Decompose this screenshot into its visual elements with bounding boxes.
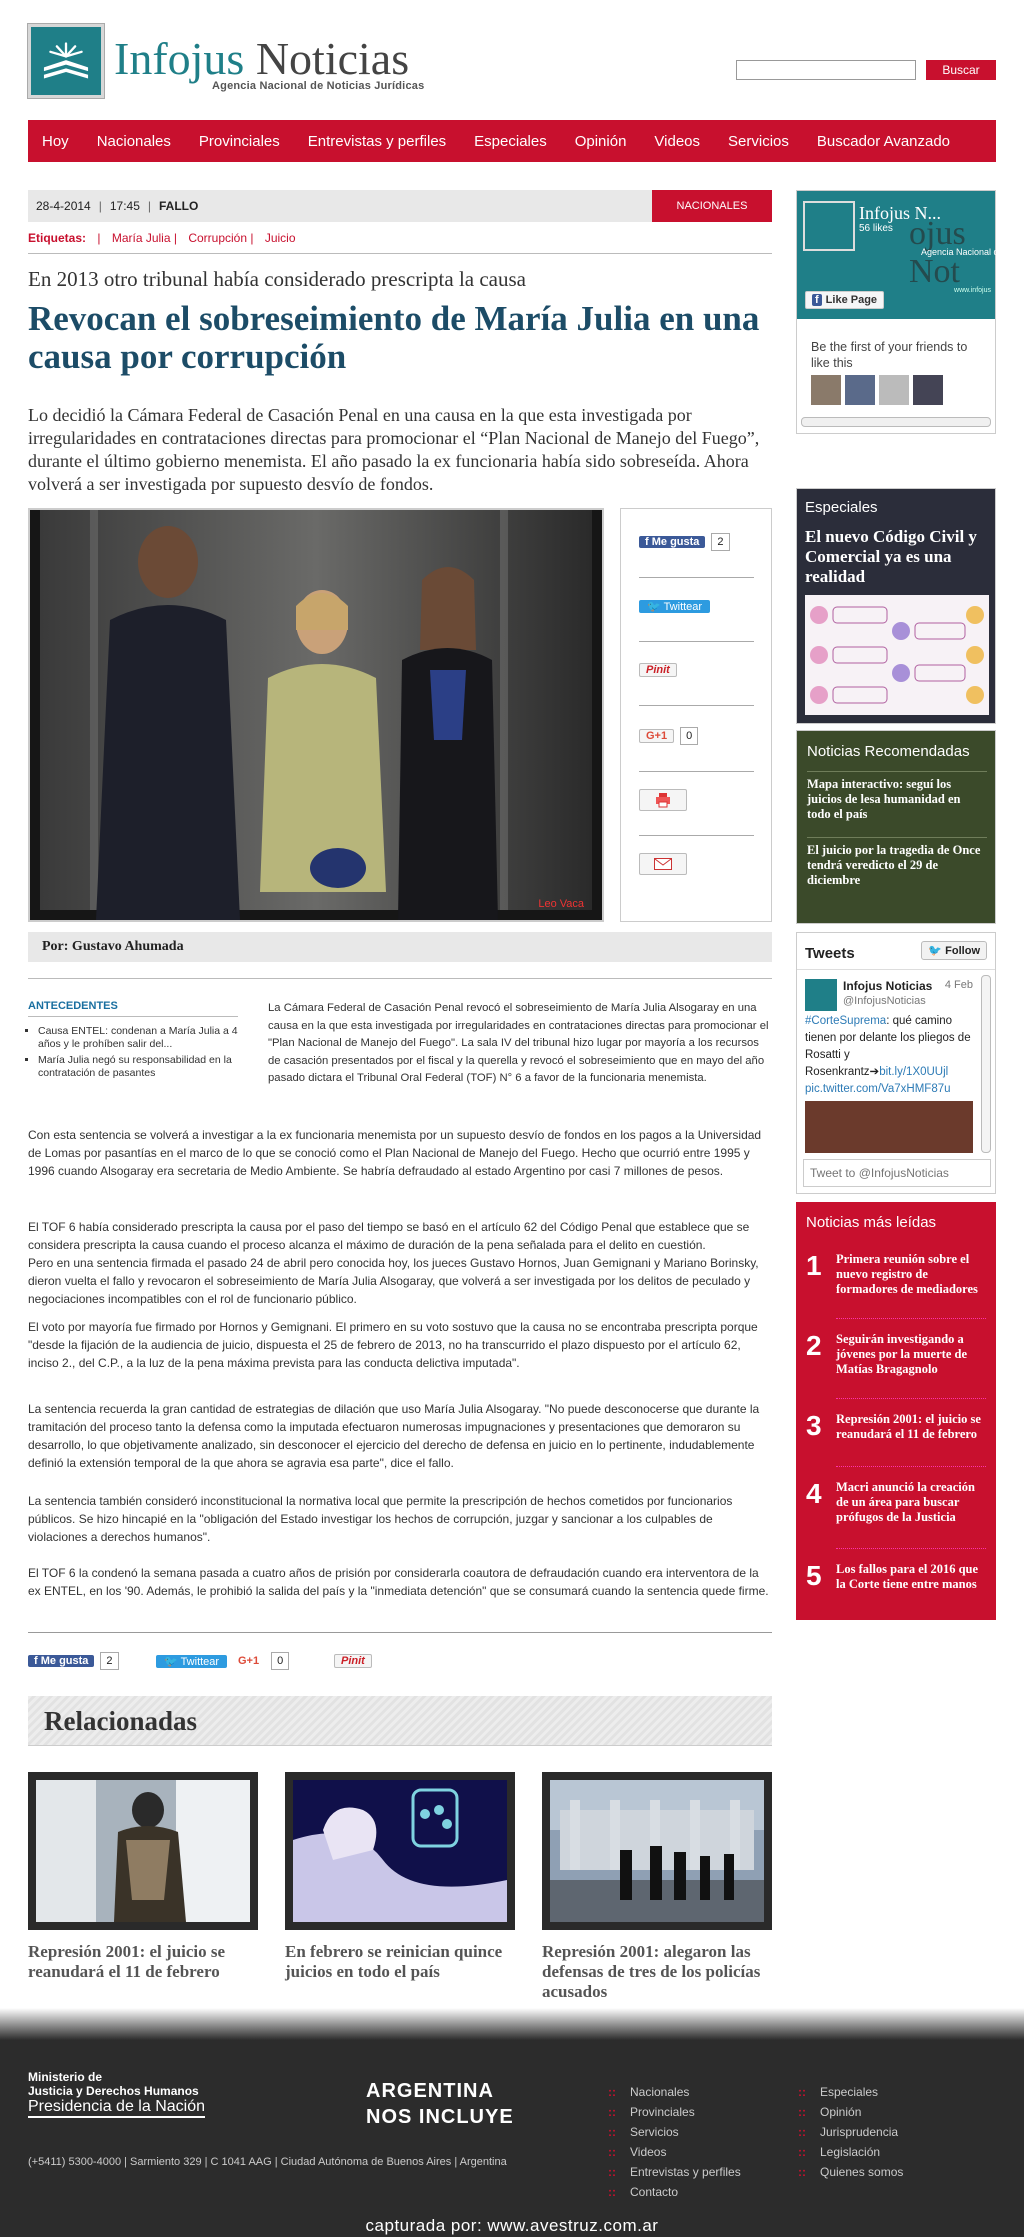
twitter-share-label: Twittear: [663, 600, 703, 613]
tweet-pic-link[interactable]: pic.twitter.com/Va7xHMF87u: [805, 1083, 951, 1095]
envelope-icon: [654, 858, 672, 870]
facebook-like-button[interactable]: [28, 1655, 94, 1667]
related-card[interactable]: [28, 1772, 258, 1982]
antecedente-link[interactable]: ▪ Causa ENTEL: condenan a María Julia a 4 años y le prohíben salir del...: [38, 1025, 238, 1051]
divider: [836, 1548, 986, 1549]
footer-link[interactable]: :: Entrevistas y perfiles: [608, 2162, 741, 2182]
especiales-header[interactable]: Especiales: [805, 499, 878, 516]
search-input[interactable]: [736, 60, 916, 80]
article-meta-bar: [28, 190, 772, 222]
email-button[interactable]: [639, 853, 687, 875]
facebook-like-page-button[interactable]: [805, 291, 884, 309]
recommended-header: Noticias Recomendadas: [807, 743, 970, 760]
site-header: [0, 0, 1024, 110]
antecedentes-box: [28, 1000, 238, 1083]
recommended-link[interactable]: El juicio por la tragedia de Once tendrá veredicto el 29 de diciembre: [807, 843, 981, 887]
tags-label: Etiquetas:: [28, 231, 87, 245]
divider: [836, 1318, 986, 1319]
capture-credit: capturada por: www.avestruz.com.ar: [365, 2216, 659, 2235]
article-paragraph: El TOF 6 había considerado prescripta la causa por el paso del tiempo se basó en el artículo 62 del Código Penal que establece que se considera prescripta la causa cuando el proceso alcanza el máximo de duración de la pena señalada para el delito en cuestión.: [28, 1220, 750, 1252]
print-widget: [639, 791, 687, 809]
divider: [28, 253, 772, 254]
tweet-image[interactable]: [805, 1101, 973, 1153]
pinterest-widget: [639, 661, 677, 679]
antecedentes-list: [28, 1025, 238, 1080]
facebook-friends-text: Be the first of your friends to like this: [811, 340, 968, 370]
divider: [639, 641, 754, 642]
printer-icon: [655, 793, 671, 807]
googleplus-button[interactable]: G+1: [238, 1655, 260, 1667]
googleplus-count: 0: [680, 727, 698, 745]
friend-avatar[interactable]: [879, 375, 909, 405]
nav-item-servicios[interactable]: Servicios: [728, 132, 789, 150]
argentina-line: ARGENTINA: [366, 2080, 494, 2102]
divider: [639, 771, 754, 772]
footer-link[interactable]: :: Legislación: [798, 2142, 903, 2162]
footer-link[interactable]: :: Jurisprudencia: [798, 2122, 903, 2142]
facebook-icon: f: [645, 536, 652, 548]
googleplus-button[interactable]: G+1: [639, 729, 674, 743]
friend-avatar[interactable]: [811, 375, 841, 405]
bottom-share-bar: [28, 1652, 772, 1672]
divider: [807, 771, 987, 772]
tag-link[interactable]: Corrupción: [188, 231, 248, 245]
article-date: 28-4-2014: [36, 199, 91, 213]
section-badge[interactable]: NACIONALES: [652, 190, 772, 222]
like-page-label: Like Page: [825, 294, 878, 306]
facebook-page-likes: 56 likes: [859, 223, 893, 234]
most-read-link[interactable]: Macri anunció la creación de un área para buscar prófugos de la Justicia: [836, 1480, 975, 1524]
logo-word-infojus: Infojus: [114, 33, 245, 84]
footer-link[interactable]: :: Servicios: [608, 2122, 741, 2142]
antecedentes-title: ANTECEDENTES: [28, 1000, 238, 1017]
article-tags: [28, 231, 296, 245]
twitter-share-button[interactable]: [639, 600, 710, 613]
photo-credit: Leo Vaca: [538, 898, 584, 910]
twitter-share-label: Twittear: [180, 1655, 220, 1668]
divider: [639, 577, 754, 578]
follow-label: Follow: [945, 945, 980, 957]
related-title: Relacionadas: [44, 1706, 198, 1736]
footer-links-col1: [608, 2082, 741, 2202]
vertical-scrollbar[interactable]: [981, 975, 991, 1153]
footer-link[interactable]: :: Nacionales: [608, 2082, 741, 2102]
nos-incluye-line: NOS INCLUYE: [366, 2106, 514, 2128]
nav-item-especiales[interactable]: Especiales: [474, 132, 547, 150]
divider: [797, 969, 995, 970]
footer-link[interactable]: :: Especiales: [798, 2082, 903, 2102]
footer-contact: (+5411) 5300-4000 | Sarmiento 329 | C 1041 AAG | Ciudad Autónoma de Buenos Aires | Argentina: [28, 2156, 507, 2168]
related-image[interactable]: [285, 1772, 515, 1930]
recommended-link[interactable]: Mapa interactivo: seguí los juicios de lesa humanidad en todo el país: [807, 777, 961, 821]
facebook-like-widget: [639, 533, 730, 551]
rank-number: 4: [806, 1478, 822, 1509]
divider: [836, 1398, 986, 1399]
related-image[interactable]: [28, 1772, 258, 1930]
presidency-line: Presidencia de la Nación: [28, 2100, 205, 2118]
facebook-page-logo-icon: [803, 201, 855, 251]
tweet-avatar[interactable]: [805, 979, 837, 1011]
nav-item-hoy[interactable]: Hoy: [42, 132, 69, 150]
logo-word-noticias: Noticias: [244, 33, 410, 84]
tweet-hashtag[interactable]: #CorteSuprema: [805, 1015, 887, 1027]
related-card[interactable]: [285, 1772, 515, 1982]
footer-link[interactable]: :: Provinciales: [608, 2102, 741, 2122]
rank-number: 2: [806, 1330, 822, 1361]
recommended-box: [796, 730, 996, 924]
especiales-box: [796, 488, 996, 724]
footer-shadow: [0, 2008, 1024, 2040]
facebook-like-count: 2: [100, 1652, 118, 1670]
banner-background-text: ojus Not: [909, 215, 966, 290]
facebook-icon: f: [812, 294, 822, 306]
divider: [28, 1632, 772, 1633]
divider: [807, 837, 987, 838]
twitter-bird-icon: 🐦: [928, 945, 946, 957]
email-widget: [639, 855, 687, 873]
nav-item-entrevistas[interactable]: Entrevistas y perfiles: [307, 132, 447, 150]
tweet-compose-input[interactable]: [803, 1159, 991, 1187]
nav-item-videos[interactable]: Videos: [654, 132, 701, 150]
friend-avatar[interactable]: [913, 375, 943, 405]
logo-subtitle: Agencia Nacional de Noticias Jurídicas: [212, 80, 425, 92]
meta-separator: |: [98, 199, 102, 213]
main-nav: [28, 120, 996, 162]
tag-link[interactable]: Juicio: [264, 231, 296, 245]
facebook-page-name[interactable]: Infojus N...: [859, 203, 941, 223]
related-title-link[interactable]: Represión 2001: el juicio se reanudará el 11 de febrero: [28, 1942, 226, 1981]
tag-separator: |: [250, 231, 254, 245]
banner-url-text: www.infojus: [954, 287, 991, 294]
article-paragraph: El TOF 6 la condenó la semana pasada a cuatro años de prisión por considerarla coautora de defraudación cuando era interventora de la ex ENTEL, en los '90. Además, le prohibió la salida del país y la "inmediata detención" que se consumará cuando la sentencia quede firme.: [28, 1566, 769, 1598]
tweets-header: Tweets: [805, 945, 855, 962]
article-paragraph: Con esta sentencia se volverá a investigar a la ex funcionaria menemista por un supuesto desvío de fondos en los pagos a la Universidad de Lomas por pasantías en el marco de lo que se conoció como el Plan Nacional de Manejo del Fuego. Hecho que ocurrió entre 1995 y 1996 cuando Alsogaray era secretaria de Medio Ambiente. Se habría defraudado al estado Argentino por casi 7 millones de pesos.: [28, 1128, 762, 1178]
nav-item-provinciales[interactable]: Provinciales: [198, 132, 280, 150]
pinterest-widget: [334, 1652, 372, 1670]
facebook-like-label: Me gusta: [651, 536, 700, 548]
pinterest-button[interactable]: Pinit: [639, 663, 677, 677]
facebook-like-label: Me gusta: [40, 1655, 89, 1667]
facebook-like-widget: [28, 1652, 119, 1670]
nav-item-buscador[interactable]: Buscador Avanzado: [816, 132, 951, 150]
twitter-share-button[interactable]: [156, 1655, 227, 1668]
divider: [639, 835, 754, 836]
article-paragraph: Pero en una sentencia firmada el pasado 24 de abril pero conocida hoy, los jueces Gustavo Hornos, Juan Gemignani y Mariano Borinsky, dieron vuelta el fallo y revocaron el sobreseimiento de María Julia Alsogaray, que volverá a ser investigada por los delitos de peculado y negociaciones incompatibles con el rol de funcionario público.: [28, 1256, 759, 1306]
article-paragraph: El voto por mayoría fue firmado por Hornos y Gemignani. El primero en su voto sostuvo que la causa no se encontraba prescripta porque "desde la fijación de la audiencia de juicio, dispuesta el 25 de febrero de 2013, no ha transcurrido el plazo dispuesto por el artículo 62, inciso 2., del C.P., a la luz de la pena máxima prevista para las conducta delictiva imputada".: [28, 1320, 758, 1370]
twitter-share-widget: [639, 597, 710, 615]
article-headline: Revocan el sobreseimiento de María Julia en una causa por corrupción: [28, 299, 760, 376]
twitter-share-widget: [156, 1652, 227, 1670]
most-read-link[interactable]: Seguirán investigando a jóvenes por la muerte de Matías Bragagnolo: [836, 1332, 967, 1376]
rank-number: 3: [806, 1410, 822, 1441]
divider: [28, 978, 772, 979]
tweet-body: : qué camino tienen por delante los pliegos de Rosatti y Rosenkrantz➔: [805, 1015, 971, 1078]
footer-link[interactable]: :: Videos: [608, 2142, 741, 2162]
nav-item-opinion[interactable]: Opinión: [574, 132, 627, 150]
facebook-page-widget: [796, 190, 1018, 434]
nav-item-nacionales[interactable]: Nacionales: [96, 132, 171, 150]
tag-separator: |: [173, 231, 177, 245]
twitter-bird-icon: 🐦: [647, 600, 664, 613]
divider: [836, 1466, 986, 1467]
article-lead: Lo decidió la Cámara Federal de Casación Penal en una causa en la que esta investigada por irregularidades en contrataciones directas para promocionar el “Plan Nacional de Manejo del Fuego”, durante el último gobierno menemista. El año pasado la ex funcionaria había sido sobreseída. Ahora volverá a ser investigada por supuesto desvío de fondos.: [28, 405, 760, 494]
share-column: [620, 508, 772, 922]
site-logo[interactable]: [114, 33, 410, 84]
facebook-like-count: 2: [711, 533, 729, 551]
ministry-line: Justicia y Derechos Humanos: [28, 2084, 199, 2098]
twitter-follow-button[interactable]: [921, 941, 987, 960]
footer-link[interactable]: :: Contacto: [608, 2182, 741, 2202]
tweet-date[interactable]: 4 Feb: [944, 979, 973, 991]
rank-number: 5: [806, 1560, 822, 1591]
most-read-header: Noticias más leídas: [806, 1214, 937, 1231]
most-read-link[interactable]: Primera reunión sobre el nuevo registro de formadores de mediadores: [836, 1252, 978, 1296]
most-read-link[interactable]: Represión 2001: el juicio se reanudará el 11 de febrero: [836, 1412, 981, 1441]
tag-separator: |: [97, 231, 101, 245]
article-kind: FALLO: [159, 199, 199, 213]
twitter-bird-icon: 🐦: [164, 1655, 181, 1668]
search-button[interactable]: Buscar: [926, 60, 996, 80]
banner-agency-text: Agencia Nacional de No: [921, 247, 1018, 257]
footer-link[interactable]: :: Opinión: [798, 2102, 903, 2122]
most-read-link[interactable]: Los fallos para el 2016 que la Corte tiene entre manos: [836, 1562, 979, 1591]
ministry-logo[interactable]: [28, 2070, 205, 2118]
ministry-line: Ministerio de: [28, 2070, 103, 2084]
divider: [639, 705, 754, 706]
rank-number: 1: [806, 1250, 822, 1281]
tweet-author-name[interactable]: Infojus Noticias: [843, 979, 933, 993]
facebook-page-banner[interactable]: [797, 191, 1018, 319]
article-paragraph: La sentencia también consideró inconstitucional la normativa local que permite la prescripción de hechos cometidos por funcionarios públicos. Se hizo hincapié en la "obligación del Estado investigar los hechos de corrupción, juzgar y sancionar a los culpables de violaciones a derechos humanos".: [28, 1494, 733, 1544]
meta-separator: |: [147, 199, 151, 213]
especiales-image[interactable]: [805, 595, 989, 715]
related-title-link[interactable]: Represión 2001: alegaron las defensas de tres de los policías acusados: [542, 1942, 761, 2001]
pinterest-button[interactable]: Pinit: [334, 1654, 372, 1668]
footer-link[interactable]: :: Quienes somos: [798, 2162, 903, 2182]
article-paragraph: La sentencia recuerda la gran cantidad de estrategias de dilación que uso María Julia Alsogaray. "No puede desconocerse que durante la tramitación del proceso tanto la defensa como la imputada efectuaron numerosas impugnaciones y presentaciones que demoraron su desarrollo, lo que objetivamente analizado, sin desconocer el ejercicio del derecho de defensa en juicio en lo pertinente, indudablemente definió la extensión temporal de la que ahora se agravia esa parte", dice el fallo.: [28, 1402, 760, 1470]
tweet-text: [805, 1013, 973, 1098]
related-image[interactable]: [542, 1772, 772, 1930]
most-read-box: [796, 1202, 996, 1620]
facebook-icon: f: [34, 1655, 41, 1667]
related-header: [28, 1696, 772, 1746]
argentina-nos-incluye-logo[interactable]: [366, 2078, 514, 2130]
related-title-link[interactable]: En febrero se reinician quince juicios en todo el país: [285, 1942, 503, 1981]
article-photo[interactable]: [28, 508, 604, 922]
tag-link[interactable]: María Julia: [111, 231, 171, 245]
twitter-timeline-widget: [796, 932, 996, 1194]
antecedente-link[interactable]: ▪ María Julia negó su responsabilidad en la contratación de pasantes: [38, 1054, 238, 1080]
googleplus-widget: [639, 727, 698, 745]
article-time: 17:45: [109, 199, 140, 213]
article-body-intro: La Cámara Federal de Casación Penal revocó el sobreseimiento de María Julia Alsogaray en una causa en la que esta investigada por irregularidades en contrataciones directas para promocionar el "Plan Nacional de Manejo del Fuego". La sala IV del tribunal hizo lugar por mayoría a los recursos de casación presentados por el fiscal y la querella y revocó el sobreseimiento que en mayo del año pasado dictara el Tribunal Oral Federal (TOF) N° 6 a favor de la funcionaria menemista.: [268, 1002, 769, 1084]
googleplus-widget: [232, 1652, 289, 1670]
especiales-title-link[interactable]: El nuevo Código Civil y Comercial ya es una realidad: [805, 527, 977, 586]
facebook-like-button[interactable]: [639, 536, 705, 548]
horizontal-scrollbar[interactable]: [801, 417, 991, 427]
related-card[interactable]: [542, 1772, 772, 2002]
article-kicker: En 2013 otro tribunal había considerado prescripta la causa: [28, 267, 526, 291]
site-footer: [0, 2040, 1024, 2237]
googleplus-count: 0: [271, 1652, 289, 1670]
tweet-author-handle[interactable]: @InfojusNoticias: [843, 995, 926, 1007]
tweet-link[interactable]: bit.ly/1X0UUjl: [879, 1066, 949, 1078]
friend-avatar[interactable]: [845, 375, 875, 405]
logo-emblem-icon[interactable]: [28, 24, 104, 98]
article-author: Por: Gustavo Ahumada: [28, 932, 772, 962]
footer-links-col2: [798, 2082, 903, 2182]
print-button[interactable]: [639, 789, 687, 811]
